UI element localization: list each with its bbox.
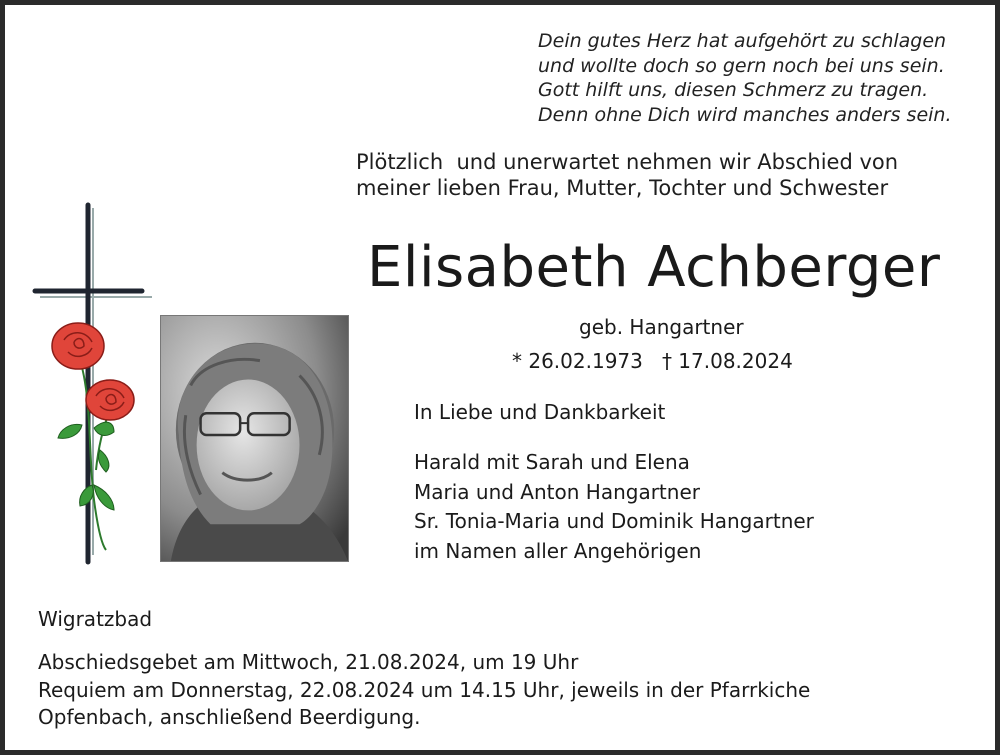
portrait-photo bbox=[160, 315, 349, 562]
intro-line: Plötzlich und unerwartet nehmen wir Abschied von bbox=[356, 150, 899, 174]
service-line: Opfenbach, anschließend Beerdigung. bbox=[38, 705, 421, 729]
mourner-line: im Namen aller Angehörigen bbox=[414, 538, 702, 563]
birth-name: geb. Hangartner bbox=[579, 315, 744, 339]
intro-line: meiner lieben Frau, Mutter, Tochter und Schwester bbox=[356, 176, 889, 200]
cross-with-roses-icon bbox=[30, 200, 160, 570]
mourner-line: Maria und Anton Hangartner bbox=[414, 479, 700, 504]
mourners-list bbox=[414, 448, 814, 566]
mourner-line: Sr. Tonia-Maria und Dominik Hangartner bbox=[414, 509, 814, 533]
service-line: Abschiedsgebet am Mittwoch, 21.08.2024, um 19 Uhr bbox=[38, 650, 579, 674]
poem-line: Denn ohne Dich wird manches anders sein. bbox=[538, 103, 952, 126]
poem-line: Gott hilft uns, diesen Schmerz zu tragen. bbox=[538, 79, 929, 101]
poem-line: Dein gutes Herz hat aufgehört zu schlagen bbox=[538, 30, 947, 52]
service-details bbox=[38, 649, 810, 732]
life-dates: * 26.02.1973 † 17.08.2024 bbox=[512, 349, 793, 373]
deceased-name: Elisabeth Achberger bbox=[367, 235, 941, 300]
memorial-poem bbox=[538, 29, 988, 127]
closing-phrase: In Liebe und Dankbarkeit bbox=[414, 400, 666, 424]
mourner-line: Harald mit Sarah und Elena bbox=[414, 450, 690, 474]
poem-line: und wollte doch so gern noch bei uns sein. bbox=[538, 54, 945, 77]
service-line: Requiem am Donnerstag, 22.08.2024 um 14.15 Uhr, jeweils in der Pfarrkiche bbox=[38, 677, 811, 702]
intro-text bbox=[356, 149, 996, 201]
place-name: Wigratzbad bbox=[38, 607, 153, 631]
